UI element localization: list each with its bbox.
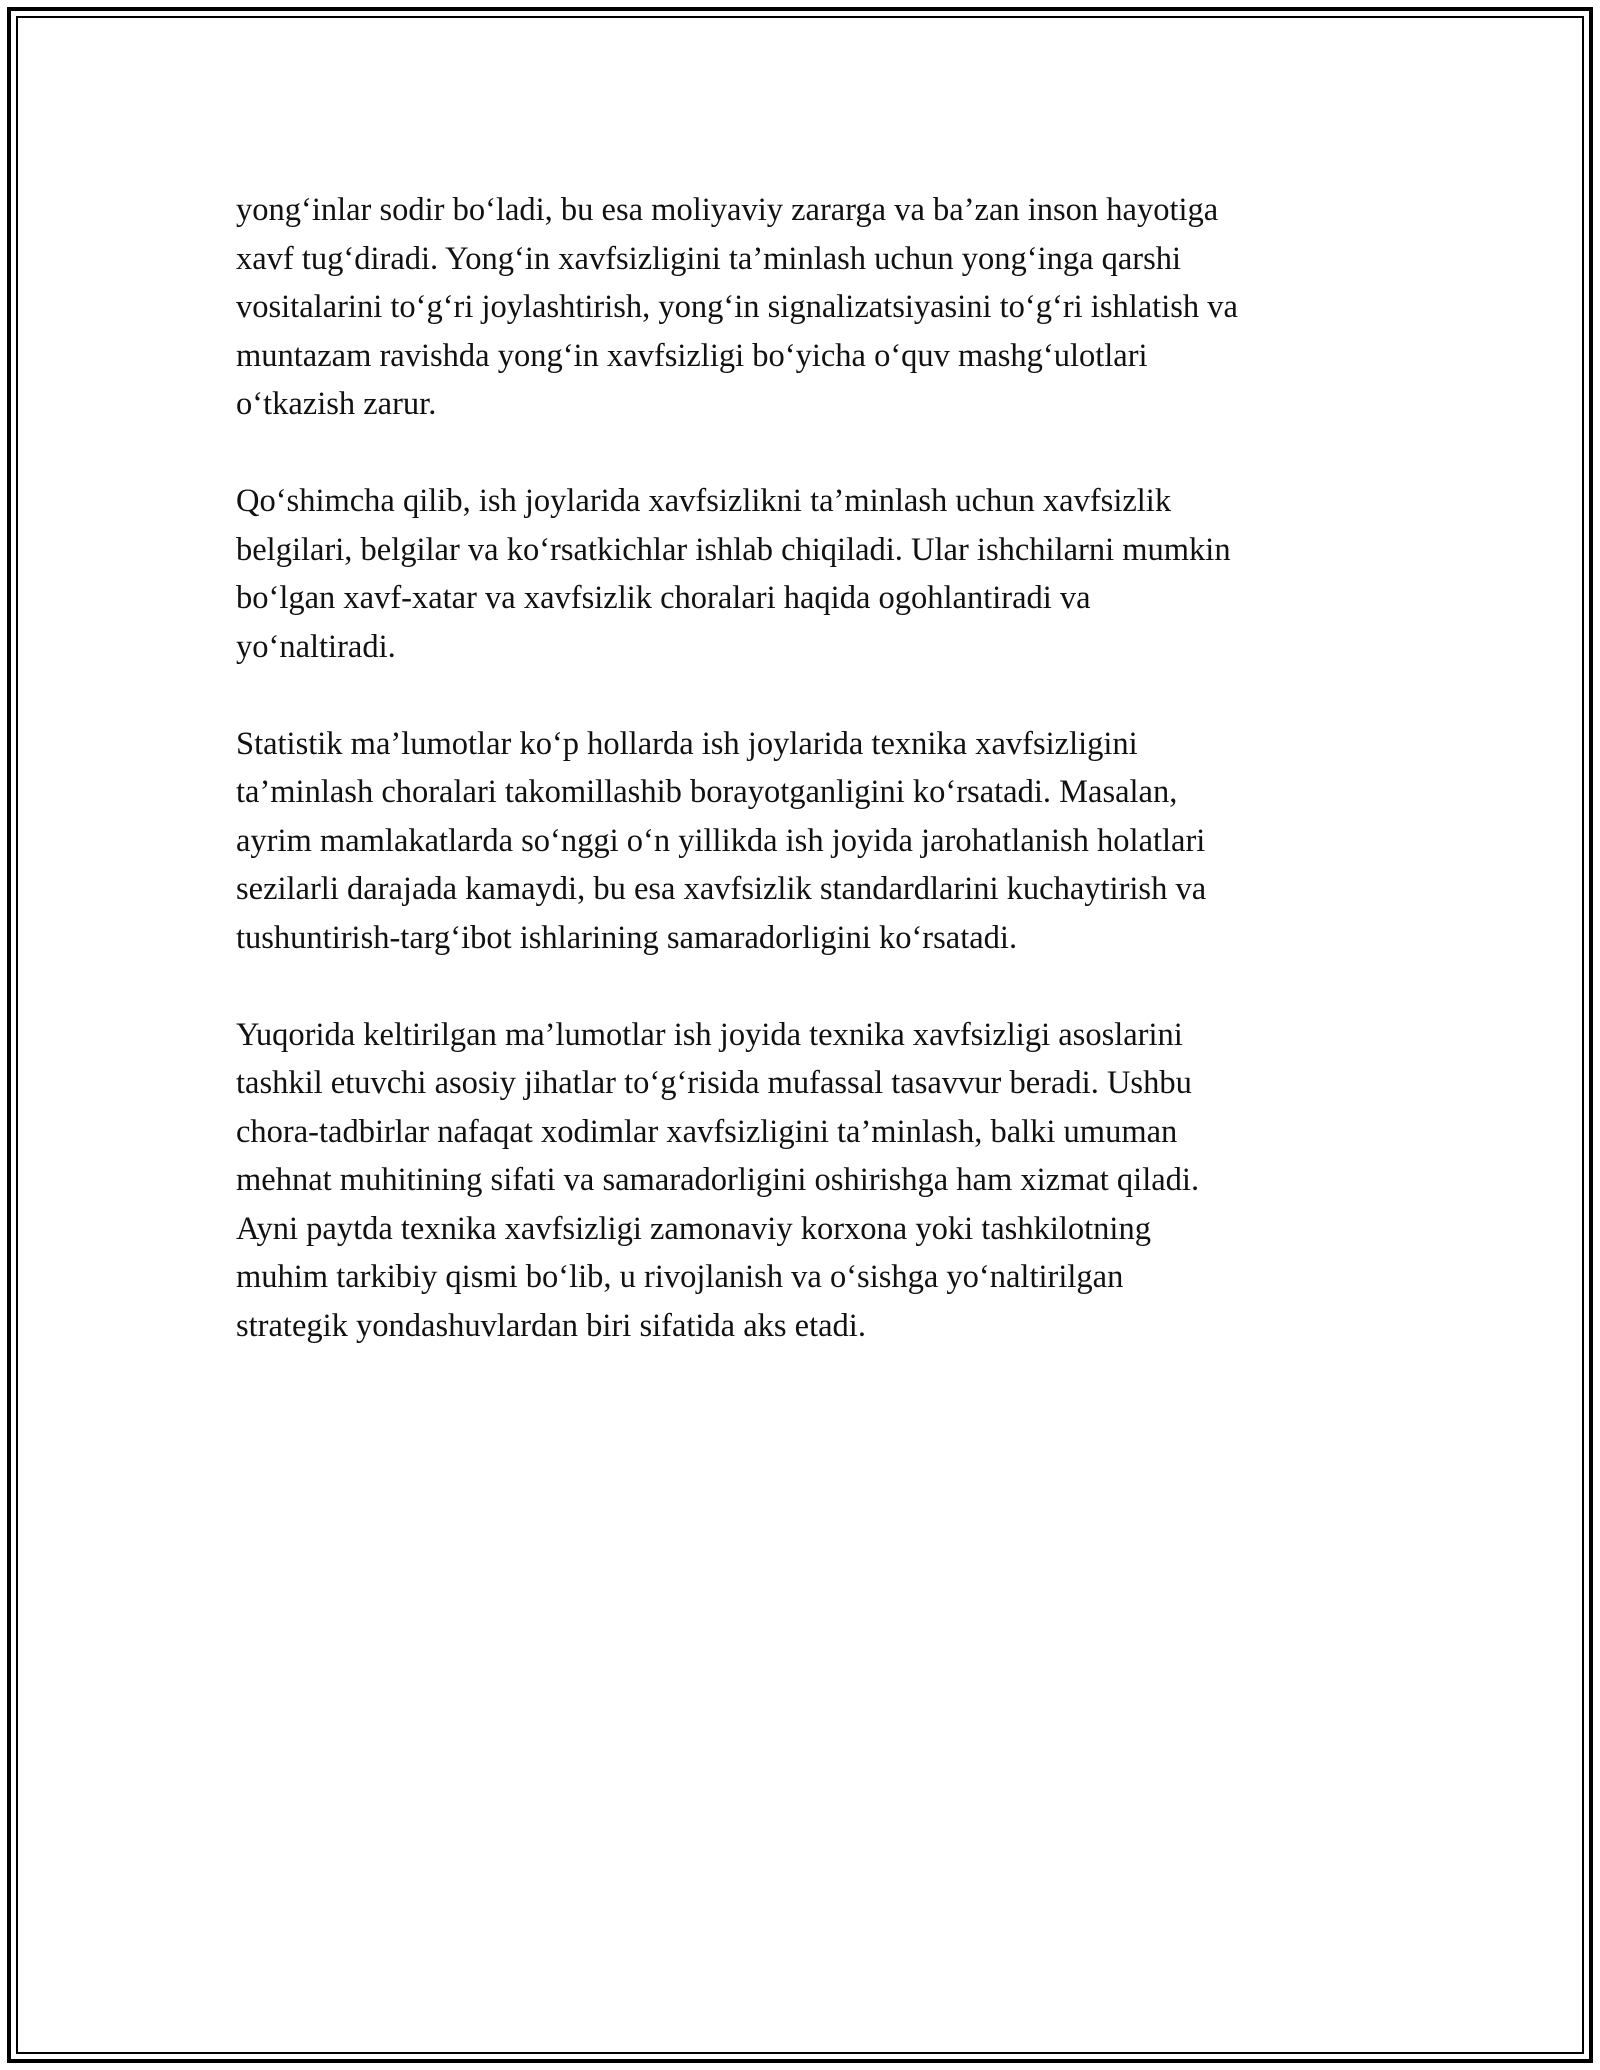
text-line: chora-tadbirlar nafaqat xodimlar xavfsizligini ta’minlash, balki umuman [236,1113,1178,1150]
text-line: tashkil etuvchi asosiy jihatlar to‘g‘risida mufassal tasavvur beradi. Ushbu [236,1065,1192,1101]
text-line: bo‘lgan xavf-xatar va xavfsizlik choralari haqida ogohlantiradi va [236,580,1091,616]
text-line: mehnat muhitining sifati va samaradorligini oshirishga ham xizmat qiladi. [236,1162,1200,1198]
text-line: muhim tarkibiy qismi bo‘lib, u rivojlanish va o‘sishga yo‘naltirilgan [236,1259,1124,1295]
text-line: belgilari, belgilar va ko‘rsatkichlar ishlab chiqiladi. Ular ishchilarni mumkin [236,531,1231,568]
text-line: ayrim mamlakatlarda so‘nggi o‘n yillikda ish joyida jarohatlanish holatlari [236,822,1206,859]
text-line: Qo‘shimcha qilib, ish joylarida xavfsizlikni ta’minlash uchun xavfsizlik [236,483,1172,519]
paragraph-statistics [236,720,1386,963]
paragraph-safety-signs [236,477,1386,671]
text-line: yong‘inlar sodir bo‘ladi, bu esa moliyaviy zararga va ba’zan inson hayotiga [236,192,1219,228]
text-line: strategik yondashuvlardan biri sifatida aks etadi. [236,1307,866,1344]
text-line: sezilarli darajada kamaydi, bu esa xavfsizlik standardlarini kuchaytirish va [236,871,1207,907]
document-body [236,186,1386,1399]
paragraph-conclusion [236,1011,1386,1351]
text-line: Statistik ma’lumotlar ko‘p hollarda ish joylarida texnika xavfsizligini [236,725,1138,762]
text-line: Ayni paytda texnika xavfsizligi zamonaviy korxona yoki tashkilotning [236,1210,1151,1247]
text-line: ta’minlash choralari takomillashib borayotganligini ko‘rsatadi. Masalan, [236,774,1178,810]
text-line: muntazam ravishda yong‘in xavfsizligi bo‘yicha o‘quv mashg‘ulotlari [236,337,1148,374]
paragraph-fire-safety [236,186,1386,429]
text-line: vositalarini to‘g‘ri joylashtirish, yong‘in signalizatsiyasini to‘g‘ri ishlatish va [236,289,1238,325]
text-line: Yuqorida keltirilgan ma’lumotlar ish joyida texnika xavfsizligi asoslarini [236,1016,1183,1053]
text-line: tushuntirish-targ‘ibot ishlarining samaradorligini ko‘rsatadi. [236,919,1018,956]
text-line: xavf tug‘diradi. Yong‘in xavfsizligini ta’minlash uchun yong‘inga qarshi [236,240,1182,277]
text-line: yo‘naltiradi. [236,628,396,665]
text-line: o‘tkazish zarur. [236,386,437,422]
